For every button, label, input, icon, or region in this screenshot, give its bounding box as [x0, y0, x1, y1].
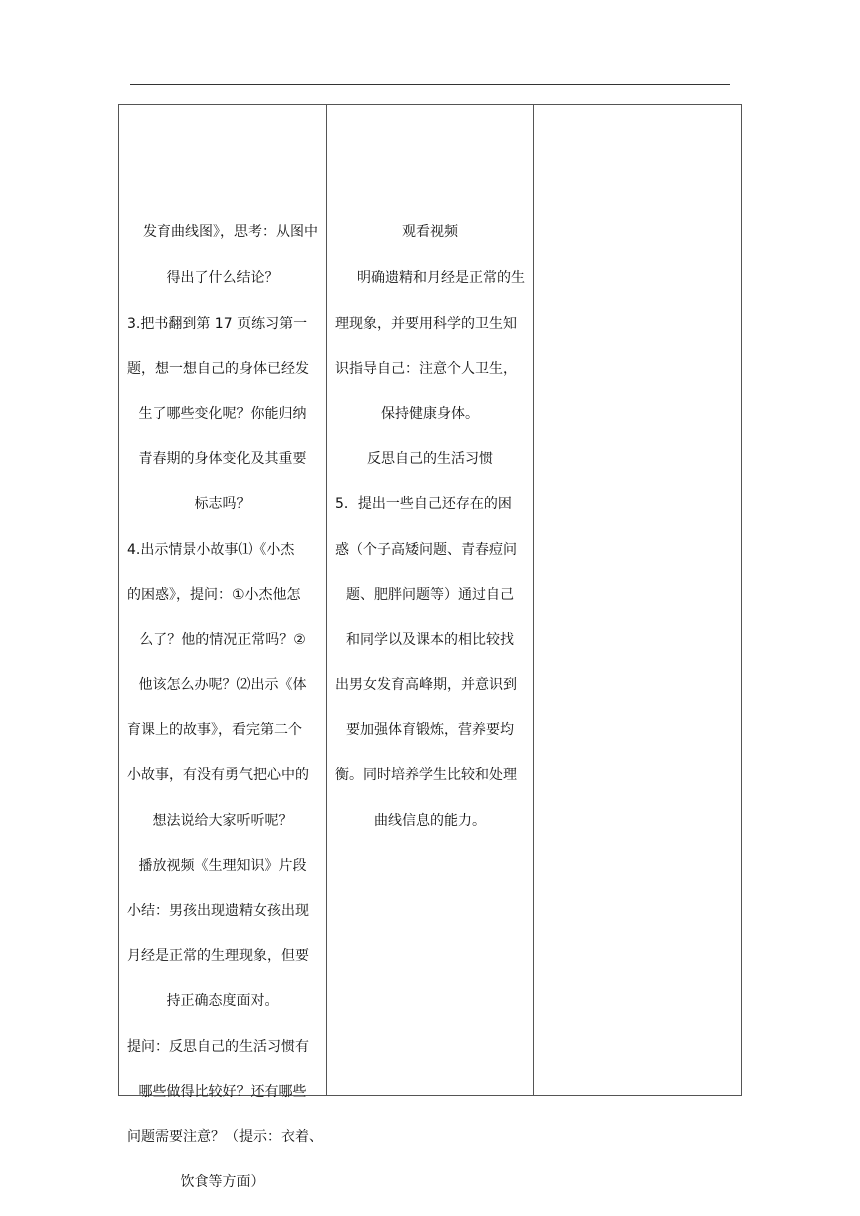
design-intent-column	[534, 105, 741, 1095]
text-line: 问题需要注意？（提示：衣着、	[127, 1129, 323, 1145]
text-line: 的困惑》，提问：①小杰他怎	[127, 587, 301, 603]
text-line: 哪些做得比较好？还有哪些	[138, 1084, 307, 1100]
text-line: 播放视频《生理知识》片段	[138, 858, 307, 874]
text-line: 青春期的身体变化及其重要	[138, 451, 307, 467]
text-line: 衡。同时培养学生比较和处理	[335, 767, 517, 783]
text-line: 饮食等方面）	[180, 1174, 265, 1190]
text-line: 3.把书翻到第 17 页练习第一	[127, 316, 308, 332]
text-line: 月经是正常的生理现象，但要	[127, 948, 309, 964]
text-line: 小结：男孩出现遗精女孩出现	[127, 903, 309, 919]
text-line: 题，想一想自己的身体已经发	[127, 361, 309, 377]
student-activity-column	[327, 105, 534, 1095]
text-line: 标志吗？	[194, 496, 251, 512]
text-line: 提问：反思自己的生活习惯有	[127, 1039, 309, 1055]
header-rule	[130, 84, 730, 85]
lesson-table	[118, 104, 742, 1190]
text-line: 和同学以及课本的相比较找	[346, 632, 514, 648]
text-line: 曲线信息的能力。	[374, 813, 486, 829]
text-line: 观看视频	[402, 224, 458, 240]
text-line: 保持健康身体。	[381, 406, 479, 422]
text-line: 生了哪些变化呢？你能归纳	[138, 406, 307, 422]
text-line: 育课上的故事》，看完第二个	[127, 722, 302, 738]
text-line: 理现象，并要用科学的卫生知	[335, 316, 517, 332]
text-line: 4.出示情景小故事⑴《小杰	[127, 542, 295, 558]
text-line: 5．提出一些自己还存在的困	[335, 496, 512, 512]
text-line: 得出了什么结论？	[166, 270, 279, 286]
teacher-activity-column	[119, 105, 327, 1190]
text-line: 发育曲线图》，思考：从图中	[143, 224, 318, 240]
text-line: 要加强体育锻炼，营养要均	[346, 722, 514, 738]
text-line: 他该怎么办呢？⑵出示《体	[138, 677, 307, 693]
text-line: 惑（个子高矮问题、青春痘问	[335, 542, 517, 558]
text-line: 出男女发育高峰期，并意识到	[335, 677, 517, 693]
text-line: 题、肥胖问题等）通过自己	[346, 587, 514, 603]
text-line: 持正确态度面对。	[166, 993, 279, 1009]
text-line: 么了？他的情况正常吗？②	[139, 632, 306, 648]
text-line: 小故事，有没有勇气把心中的	[127, 767, 309, 783]
text-line: 反思自己的生活习惯	[367, 451, 493, 467]
text-line: 识指导自己：注意个人卫生，	[335, 361, 517, 377]
text-line: 想法说给大家听听呢？	[152, 813, 293, 829]
text-line: 明确遗精和月经是正常的生	[357, 270, 525, 286]
